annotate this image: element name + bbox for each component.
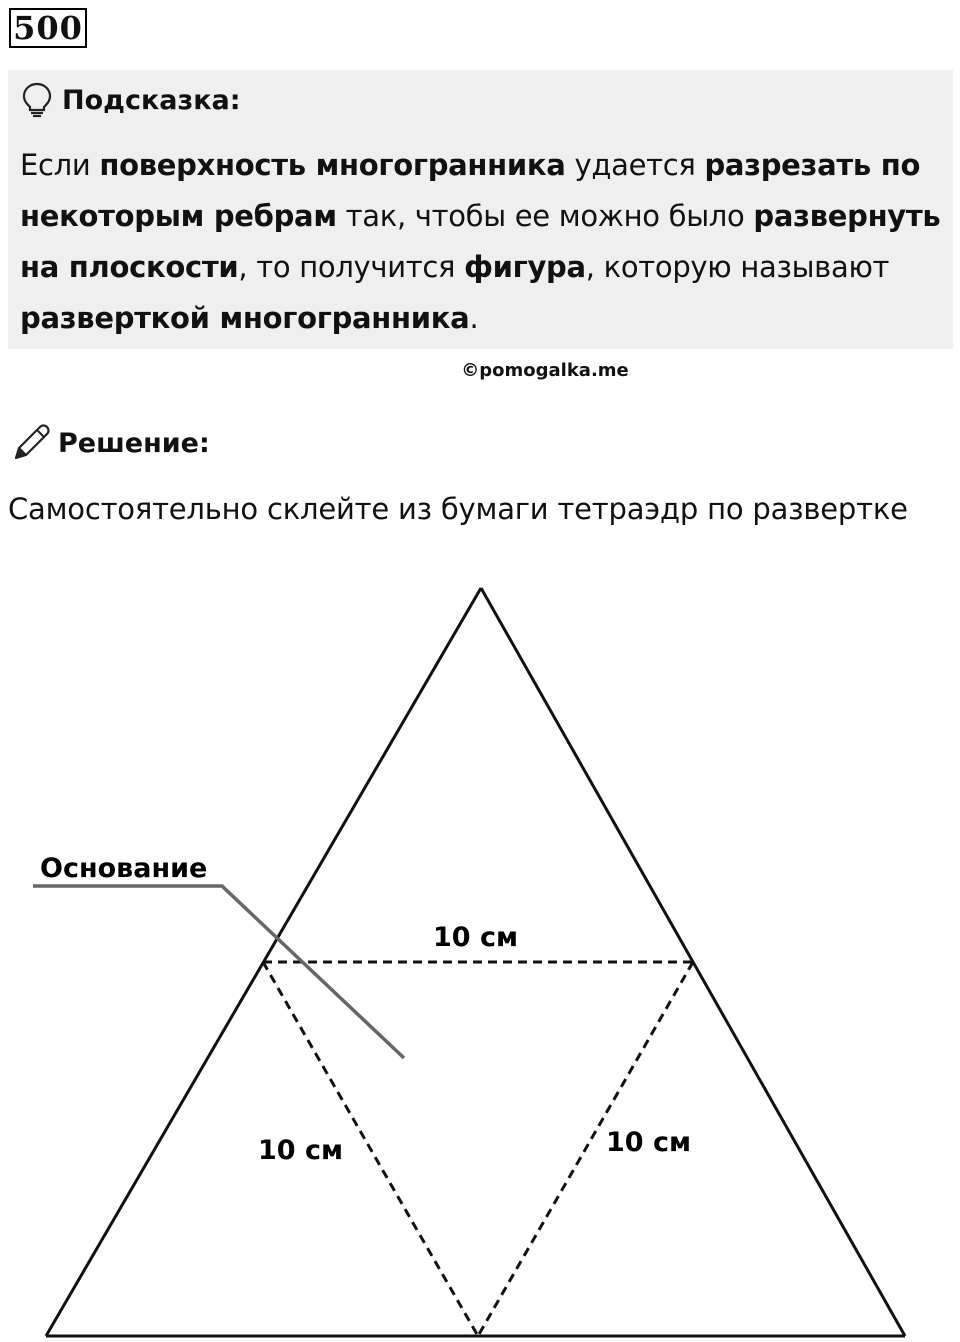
- edge-label-top: 10 см: [433, 922, 519, 953]
- copyright-label: ©pomogalka.me: [461, 360, 629, 381]
- hint-header: [22, 82, 241, 118]
- hint-box: [8, 70, 953, 349]
- base-label: Основание: [40, 853, 208, 884]
- edge-label-left: 10 см: [258, 1135, 344, 1166]
- base-pointer-line: [33, 886, 404, 1058]
- hint-segment-bold: разверткой многогранника: [20, 301, 470, 335]
- hint-segment-bold: развернуть на плоскости: [20, 199, 941, 284]
- hint-segment: удается: [565, 148, 705, 182]
- hint-segment: .: [469, 301, 479, 335]
- solution-title: Решение:: [58, 427, 210, 459]
- hint-text: [20, 140, 945, 344]
- pencil-icon: [10, 422, 52, 464]
- lightbulb-icon: [22, 82, 52, 118]
- solution-text: Самостоятельно склейте из бумаги тетраэдр по развертке: [8, 492, 908, 526]
- solution-header: [10, 422, 210, 464]
- hint-title: Подсказка:: [62, 84, 241, 116]
- hint-segment: , которую называют: [585, 250, 890, 284]
- hint-segment: так, чтобы ее можно было: [336, 199, 754, 233]
- hint-segment: Если: [20, 148, 100, 182]
- hint-segment: , то получится: [238, 250, 465, 284]
- hint-segment-bold: поверхность многогранника: [99, 148, 566, 182]
- problem-number: 500: [9, 8, 87, 48]
- hint-segment-bold: разрезать по некоторым ребрам: [20, 148, 921, 233]
- edge-label-right: 10 см: [606, 1127, 692, 1158]
- hint-segment-bold: фигура: [464, 250, 586, 284]
- tetrahedron-net-diagram: [0, 560, 960, 1342]
